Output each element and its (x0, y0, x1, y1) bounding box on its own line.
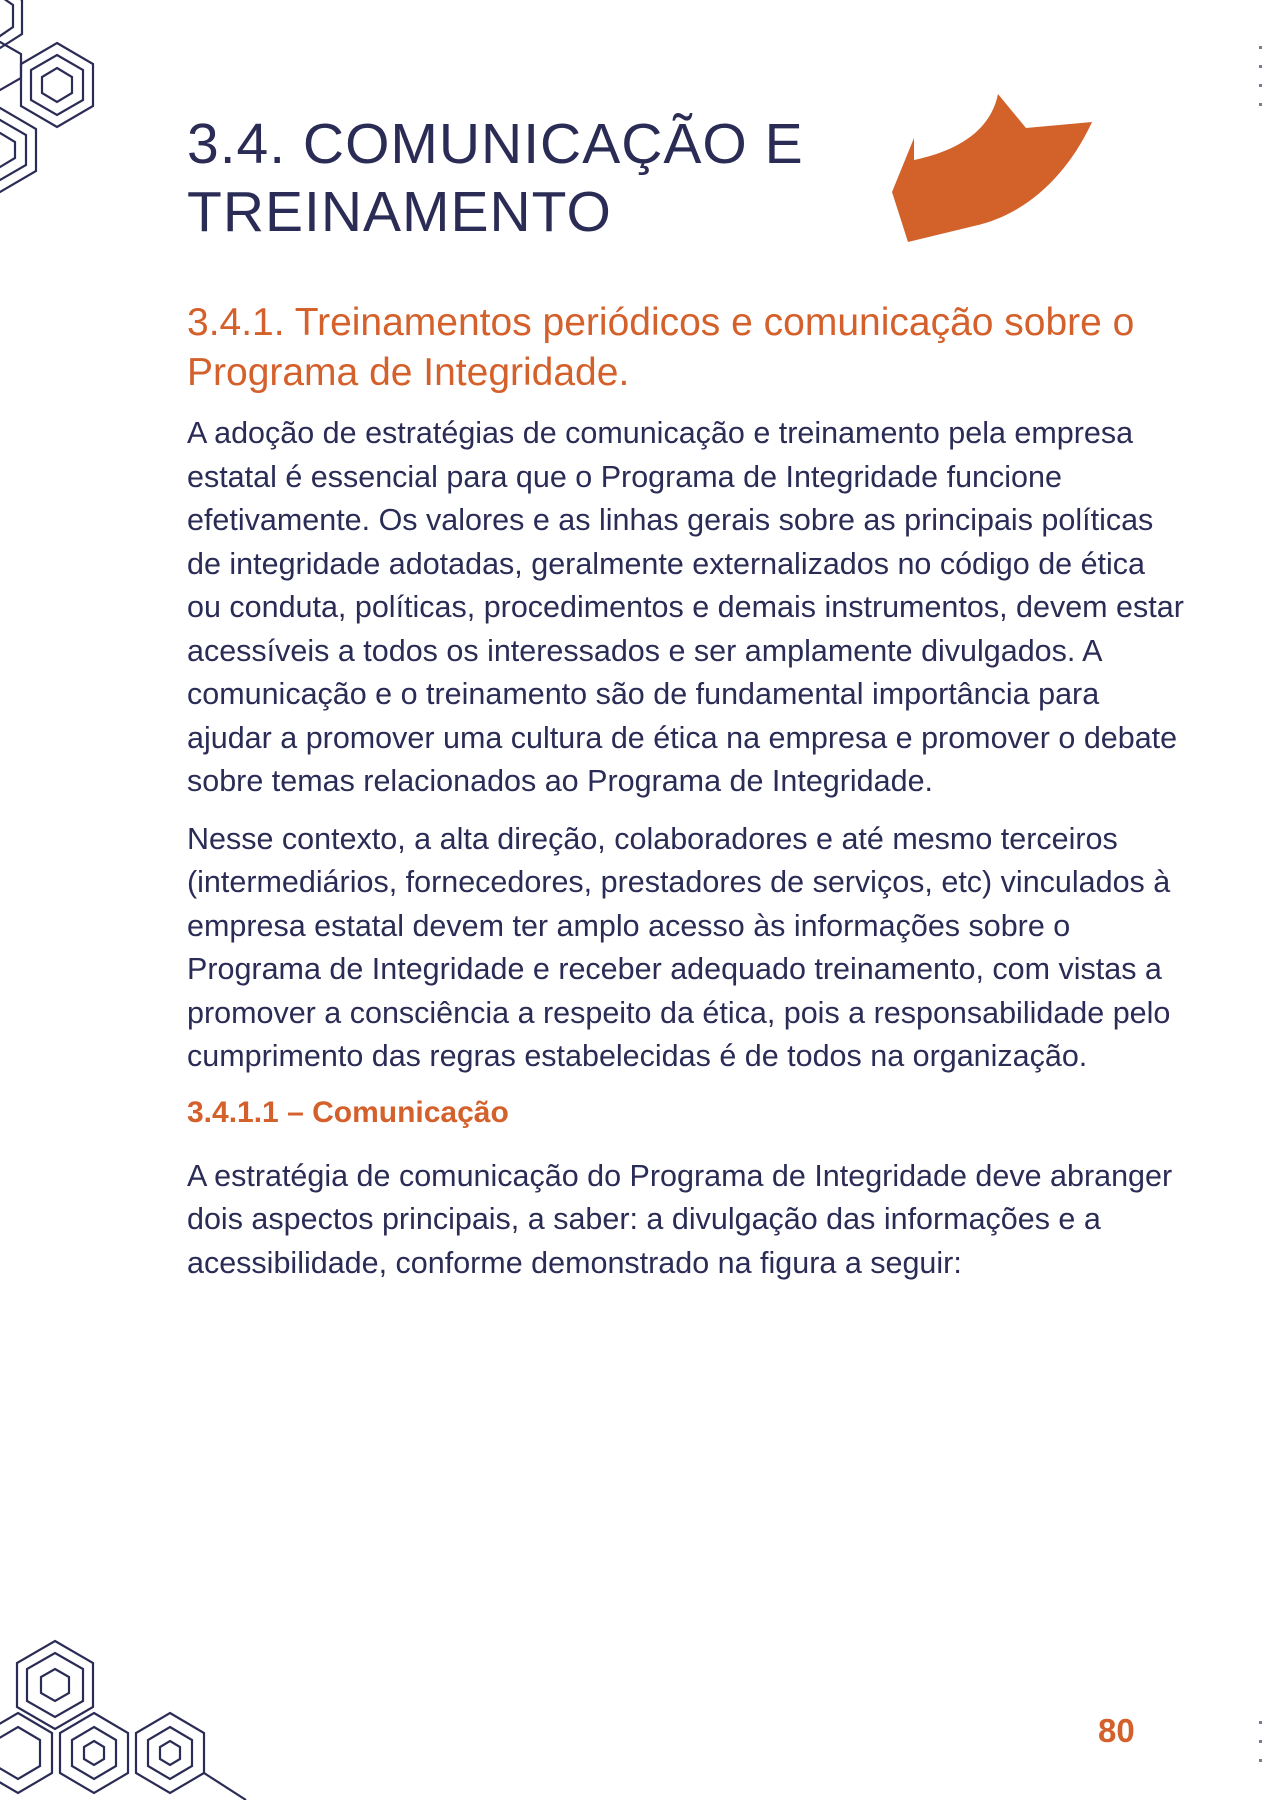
subsubsection-title: 3.4.1.1 – Comunicação (187, 1095, 509, 1129)
subsection-title: 3.4.1. Treinamentos periódicos e comunicação sobre o Programa de Integridade. (187, 301, 1135, 394)
section-content (187, 298, 1187, 1299)
curved-arrow-icon (880, 90, 1095, 260)
edge-marks-bottom (1257, 1705, 1265, 1762)
edge-marks-top (1257, 30, 1265, 106)
section-title: 3.4. COMUNICAÇÃO E TREINAMENTO (187, 112, 804, 244)
hexagon-cluster-icon (0, 0, 100, 205)
page-number: 80 (1098, 1712, 1135, 1749)
hexagon-cluster-icon (0, 1635, 260, 1800)
body-paragraph: A estratégia de comunicação do Programa de Integridade deve abranger dois aspectos principais, a saber: a divulgação das informações e a acessibilidade, conforme demonstrado na figura a seguir: (187, 1158, 1173, 1280)
body-paragraph: Nesse contexto, a alta direção, colaboradores e até mesmo terceiros (intermediários, fornecedores, prestadores de serviços, etc) vinculados à empresa estatal devem ter amplo acesso às informações sobre o Programa de Integridade e receber adequado treinamento, com vistas a promover a consciência a respeito da ética, pois a responsabilidade pelo cumprimento das regras estabelecidas é de todos na organização. (187, 821, 1171, 1073)
body-paragraph: A adoção de estratégias de comunicação e treinamento pela empresa estatal é essencial para que o Programa de Integridade funcione efetivamente. Os valores e as linhas gerais sobre as principais políticas de integridade adotadas, geralmente externalizados no código de ética ou conduta, políticas, procedimentos e demais instrumentos, devem estar acessíveis a todos os interessados e ser amplamente divulgados. A comunicação e o treinamento são de fundamental importância para ajudar a promover uma cultura de ética na empresa e promover o debate sobre temas relacionados ao Programa de Integridade. (187, 416, 1184, 798)
